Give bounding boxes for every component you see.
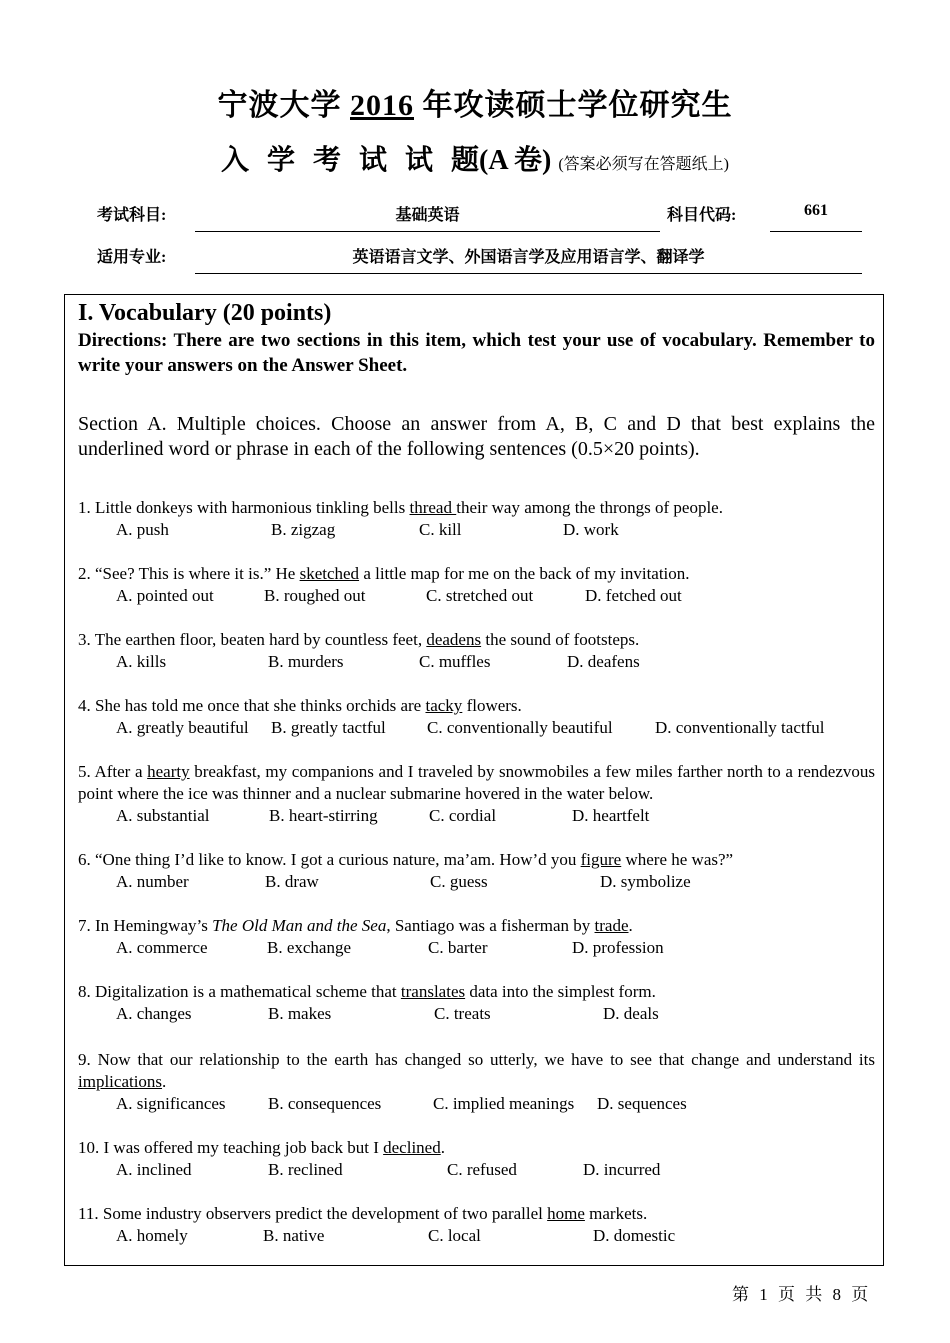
question-stem [78,761,875,805]
question-item [78,497,875,541]
option-row [78,717,875,739]
option-row [78,937,875,959]
answer-option: D. incurred [583,1160,661,1179]
answer-option: A. pointed out [116,586,214,605]
question-text: the sound of footsteps. [481,630,640,649]
question-text: . [440,1138,445,1157]
answer-option: A. substantial [116,806,210,825]
major-underline [195,273,862,274]
option-row [78,871,875,893]
title-year: 2016 [350,89,414,122]
answer-option: B. native [263,1226,325,1245]
subtitle-spaced: 入学考试试 [220,145,451,176]
question-text: markets. [584,1204,648,1223]
section-title: I. Vocabulary (20 points) [78,300,332,326]
question-text: . [162,1072,167,1091]
answer-option: B. zigzag [271,520,336,539]
question-item [78,849,875,893]
option-row [78,585,875,607]
question-text: data into the simplest form. [465,982,656,1001]
question-text: 8. Digitalization is a mathematical scheme that [78,982,401,1001]
question-text: 4. She has told me once that she thinks orchids are [78,696,426,715]
answer-option: D. domestic [593,1226,676,1245]
underlined-word: deadens [426,630,482,649]
exam-title [0,80,950,124]
answer-option: A. kills [116,652,167,671]
question-stem [78,695,875,717]
question-text: 3. The earthen floor, beaten hard by countless feet, [78,630,427,649]
book-title: The Old Man and the Sea [212,916,387,935]
question-text: flowers. [462,696,522,715]
answer-option: A. changes [116,1004,192,1023]
subtitle-end: 题 [451,145,480,176]
question-text: . [628,916,633,935]
major-value: 英语语言文学、外国语言学及应用语言学、翻译学 [352,249,705,266]
question-item [78,1137,875,1181]
answer-option: C. stretched out [426,586,534,605]
underlined-word: sketched [299,564,360,583]
answer-option: D. deals [603,1004,659,1023]
question-text: , Santiago was a fisherman by [386,916,595,935]
question-text: 11. Some industry observers predict the development of two parallel [78,1204,548,1223]
question-list [78,497,875,1247]
underlined-word: translates [400,982,466,1001]
subject-value: 基础英语 [395,207,460,224]
option-row [78,1003,875,1025]
answer-option: D. heartfelt [572,806,650,825]
underlined-word: figure [580,850,622,869]
question-item [78,1203,875,1247]
question-text: a little map for me on the back of my invitation. [359,564,690,583]
question-text: 7. In Hemingway’s [78,916,213,935]
question-item [78,761,875,827]
answer-option: B. roughed out [264,586,366,605]
directions: Directions: There are two sections in this item, which test your use of vocabulary. Remember to write your answers on the Answer Sheet. [78,330,875,376]
answer-option: C. implied meanings [433,1094,575,1113]
subtitle-note: (答案必须写在答题纸上) [558,156,730,173]
question-item [78,695,875,739]
title-suffix: 年攻读硕士学位研究生 [422,89,733,122]
code-underline [770,231,862,232]
option-row [78,1159,875,1181]
answer-option: C. muffles [419,652,491,671]
answer-option: B. heart-stirring [269,806,378,825]
answer-option: C. guess [430,872,488,891]
question-stem [78,1137,875,1159]
underlined-word: declined [383,1138,441,1157]
answer-option: D. deafens [567,652,640,671]
underlined-word: tacky [425,696,463,715]
answer-option: B. murders [268,652,344,671]
question-stem [78,981,875,1003]
answer-option: C. refused [447,1160,517,1179]
code-label: 科目代码: [667,207,737,224]
answer-option: A. inclined [116,1160,192,1179]
question-item [78,563,875,607]
question-text: their way among the throngs of people. [456,498,723,517]
answer-option: C. treats [434,1004,491,1023]
question-stem [78,497,875,519]
answer-option: B. greatly tactful [271,718,386,737]
underlined-word: thread [409,498,457,517]
question-content [78,298,875,1247]
question-text: 5. After a [78,762,148,781]
question-item [78,981,875,1025]
question-stem [78,1203,875,1225]
question-item [78,915,875,959]
code-value: 661 [804,202,828,219]
question-stem [78,629,875,651]
page-footer: 第 1 页 共 8 页 [732,1285,869,1304]
option-row [78,805,875,827]
answer-option: B. reclined [268,1160,343,1179]
option-row [78,1225,875,1247]
answer-option: D. conventionally tactful [655,718,825,737]
answer-option: B. makes [268,1004,332,1023]
section-a-instructions: Section A. Multiple choices. Choose an answer from A, B, C and D that best explains the underlined word or phrase in each of the following sentences (0.5×20 points). [78,413,875,460]
question-stem [78,915,875,937]
question-item [78,629,875,673]
major-label: 适用专业: [97,249,167,266]
answer-option: C. kill [419,520,462,539]
answer-option: B. draw [265,872,319,891]
answer-option: D. fetched out [585,586,682,605]
subtitle-paper: (A 卷) [479,145,552,176]
answer-option: C. conventionally beautiful [427,718,613,737]
underlined-word: home [547,1204,585,1223]
answer-option: D. symbolize [600,872,691,891]
answer-option: A. greatly beautiful [116,718,249,737]
underlined-word: trade [594,916,629,935]
subject-underline [195,231,660,232]
answer-option: A. commerce [116,938,208,957]
answer-option: B. exchange [267,938,352,957]
title-prefix: 宁波大学 [217,89,342,122]
answer-option: A. homely [116,1226,188,1245]
answer-option: D. sequences [597,1094,687,1113]
option-row [78,1093,875,1115]
subject-label: 考试科目: [97,207,167,224]
answer-option: B. consequences [268,1094,382,1113]
question-text: 9. Now that our relationship to the earth has changed so utterly, we have to see that change and understand its [78,1050,875,1069]
question-stem [78,563,875,585]
answer-option: A. significances [116,1094,226,1113]
option-row [78,519,875,541]
answer-option: A. number [116,872,189,891]
question-text: 1. Little donkeys with harmonious tinkling bells [78,498,410,517]
exam-subtitle [0,138,950,178]
question-text: 6. “One thing I’d like to know. I got a curious nature, ma’am. How’d you [78,850,581,869]
answer-option: C. cordial [429,806,497,825]
question-stem [78,1049,875,1093]
answer-option: A. push [116,520,169,539]
underlined-word: hearty [147,762,190,781]
question-text: 2. “See? This is where it is.” He [78,564,300,583]
question-text: 10. I was offered my teaching job back but I [78,1138,384,1157]
answer-option: D. profession [572,938,664,957]
answer-option: C. local [428,1226,481,1245]
question-text: breakfast, my companions and I traveled by snowmobiles a few miles farther north to a rendezvous point where the ice was thinner and a nuclear submarine hovered in the water below. [78,762,875,803]
option-row [78,651,875,673]
question-stem [78,849,875,871]
answer-option: D. work [563,520,619,539]
question-text: where he was?” [621,850,734,869]
underlined-word: implications [78,1072,163,1091]
question-item [78,1049,875,1115]
answer-option: C. barter [428,938,488,957]
